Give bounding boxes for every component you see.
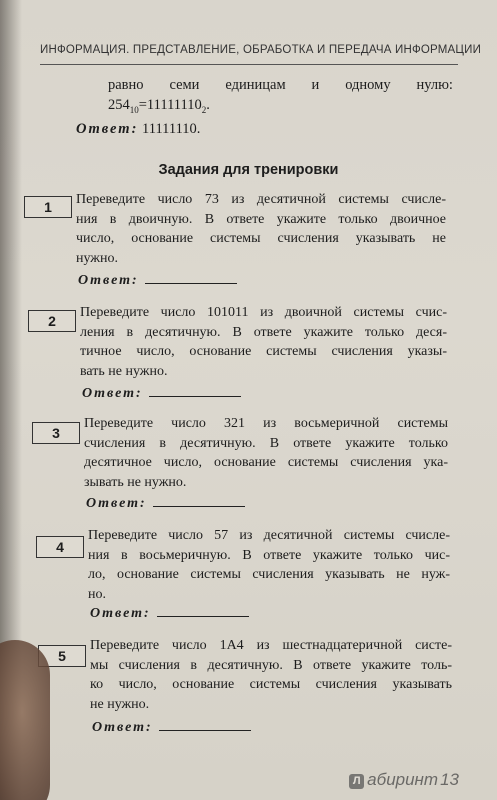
section-title: Задания для тренировки: [158, 162, 339, 178]
task-number-box: 1: [24, 196, 72, 218]
task-text: Переведите число 1А4 из шестнадцатеричной систе- мы счисления в десятичную. В ответе укажите толь- ко число, основание системы счисления указывать не нужно.: [90, 638, 452, 712]
header-rule: [40, 64, 458, 65]
answer-blank[interactable]: [145, 271, 237, 284]
task-answer: Ответ:: [92, 718, 251, 736]
intro-word: равно: [108, 77, 144, 93]
task-answer: Ответ:: [86, 494, 245, 512]
task-number-box: 4: [36, 536, 84, 558]
task-answer: Ответ:: [78, 271, 237, 289]
running-header: ИНФОРМАЦИЯ. ПРЕДСТАВЛЕНИЕ, ОБРАБОТКА И ПЕРЕДАЧА ИНФОРМАЦИИ: [40, 44, 482, 56]
intro-word: одному: [345, 77, 391, 93]
logo-mark-icon: Л: [349, 774, 364, 789]
intro-word: и: [311, 77, 320, 93]
answer-value: 11111110.: [142, 121, 201, 137]
task-number-box: 3: [32, 422, 80, 444]
watermark-logo: [349, 770, 459, 790]
intro-answer: [76, 121, 200, 138]
intro-equation: $254_{10}=11111110_2$.: [108, 97, 210, 115]
task-answer: Ответ:: [82, 384, 241, 402]
logo-text: абиринт: [367, 770, 439, 789]
thumb-shadow: [0, 640, 50, 800]
task-text: Переведите число 57 из десятичной системы счисле- ния в восьмеричную. В ответе укажите только чис- ло, основание системы счисления указывать не нуж- но.: [88, 528, 450, 602]
answer-blank[interactable]: [157, 604, 249, 617]
answer-label: Ответ:: [76, 121, 139, 137]
task-answer: Ответ:: [90, 604, 249, 622]
task-text: Переведите число 101011 из двоичной системы счис- ления в десятичную. В ответе укажите только деся- тичное число, основание системы счисления указы- вать не нужно.: [80, 305, 447, 379]
intro-word: единицам: [225, 77, 286, 93]
intro-text: [108, 75, 453, 120]
intro-word: семи: [169, 77, 200, 93]
task-text: Переведите число 73 из десятичной системы счисле- ния в двоичную. В ответе укажите только двоичное число, основание системы счисления указывать не нужно.: [76, 192, 446, 266]
intro-line-1: [108, 75, 453, 95]
task-number-box: 2: [28, 310, 76, 332]
page-number: 13: [440, 770, 459, 789]
answer-blank[interactable]: [153, 494, 245, 507]
answer-blank[interactable]: [149, 384, 241, 397]
intro-word: нулю:: [416, 77, 453, 93]
answer-blank[interactable]: [159, 718, 251, 731]
task-number-box: 5: [38, 645, 86, 667]
task-text: Переведите число 321 из восьмеричной системы счисления в десятичную. В ответе укажите только десятичное число, основание системы счисления ука- зывать не нужно.: [84, 416, 448, 490]
